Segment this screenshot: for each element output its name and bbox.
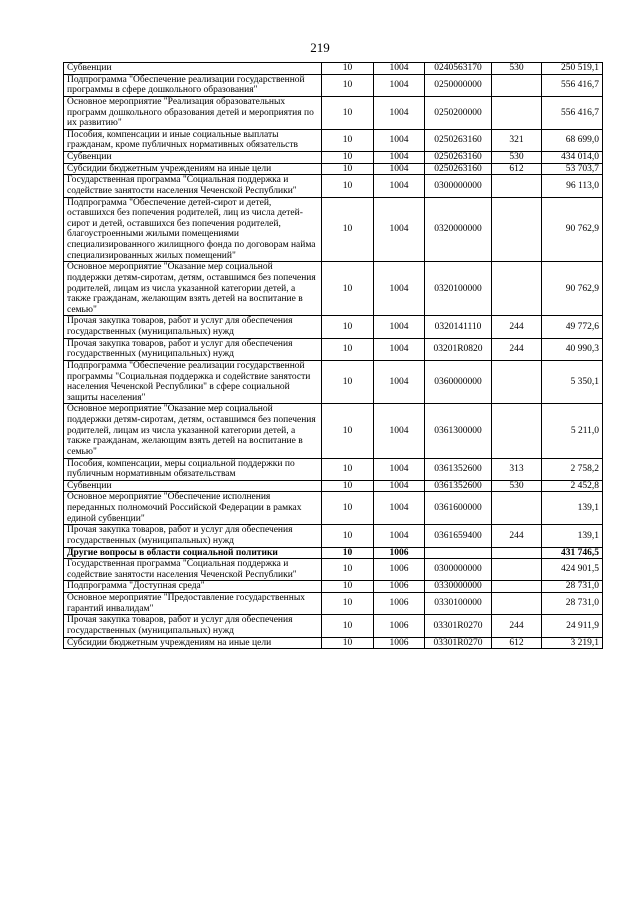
- row-amount-cell: 5 211,0: [542, 404, 603, 458]
- row-section-cell: 1004: [374, 316, 425, 338]
- table-row: [64, 197, 603, 262]
- row-section-cell: 1004: [374, 96, 425, 129]
- row-section-cell: 1004: [374, 63, 425, 75]
- row-section-cell: 1004: [374, 175, 425, 197]
- row-target-article-cell: 0250200000: [425, 96, 492, 129]
- row-amount-cell: 3 219,1: [542, 637, 603, 649]
- row-section-cell: 1006: [374, 637, 425, 649]
- row-target-article-cell: 0330100000: [425, 593, 492, 615]
- row-name-cell: Прочая закупка товаров, работ и услуг для обеспечения государственных (муниципальных) нужд: [64, 615, 322, 637]
- row-section-cell: 1004: [374, 338, 425, 360]
- row-section-cell: 1004: [374, 152, 425, 164]
- row-name-cell: Основное мероприятие "Предоставление государственных гарантий инвалидам": [64, 593, 322, 615]
- row-target-article-cell: 0361600000: [425, 492, 492, 525]
- row-expense-type-cell: [492, 547, 542, 559]
- row-target-article-cell: 0361659400: [425, 525, 492, 547]
- row-name-cell: Субвенции: [64, 480, 322, 492]
- table-row: [64, 163, 603, 175]
- row-expense-type-cell: [492, 175, 542, 197]
- row-expense-type-cell: [492, 262, 542, 316]
- row-amount-cell: 28 731,0: [542, 593, 603, 615]
- row-expense-type-cell: 612: [492, 637, 542, 649]
- table-row: [64, 152, 603, 164]
- row-name-cell: Подпрограмма "Обеспечение реализации государственной программы "Социальная поддержка и содействие занятости населения Чеченской Республики" в сфере социальной защиты населения": [64, 360, 322, 404]
- page-number: 219: [310, 40, 330, 55]
- table-row: [64, 338, 603, 360]
- row-section-cell: 1004: [374, 74, 425, 96]
- row-chapter-cell: 10: [322, 175, 374, 197]
- table-row: [64, 360, 603, 404]
- row-section-cell: 1004: [374, 458, 425, 480]
- row-amount-cell: 40 990,3: [542, 338, 603, 360]
- row-chapter-cell: 10: [322, 480, 374, 492]
- row-expense-type-cell: 244: [492, 338, 542, 360]
- row-chapter-cell: 10: [322, 492, 374, 525]
- table-row: [64, 404, 603, 458]
- row-target-article-cell: 0250263160: [425, 129, 492, 151]
- row-section-cell: 1006: [374, 581, 425, 593]
- row-chapter-cell: 10: [322, 559, 374, 581]
- row-expense-type-cell: [492, 581, 542, 593]
- table-row: [64, 547, 603, 559]
- row-amount-cell: 556 416,7: [542, 74, 603, 96]
- table-row: [64, 316, 603, 338]
- row-expense-type-cell: [492, 404, 542, 458]
- row-name-cell: Субвенции: [64, 152, 322, 164]
- row-amount-cell: 53 703,7: [542, 163, 603, 175]
- row-amount-cell: 68 699,0: [542, 129, 603, 151]
- row-section-cell: 1004: [374, 129, 425, 151]
- row-target-article-cell: 0300000000: [425, 175, 492, 197]
- row-expense-type-cell: [492, 74, 542, 96]
- row-chapter-cell: 10: [322, 338, 374, 360]
- row-name-cell: Основное мероприятие "Реализация образовательных программ дошкольного образования детей и мероприятия по их развитию": [64, 96, 322, 129]
- row-amount-cell: 556 416,7: [542, 96, 603, 129]
- row-name-cell: Субсидии бюджетным учреждениям на иные цели: [64, 163, 322, 175]
- row-target-article-cell: 0320000000: [425, 197, 492, 262]
- row-name-cell: Прочая закупка товаров, работ и услуг для обеспечения государственных (муниципальных) нужд: [64, 316, 322, 338]
- row-name-cell: Подпрограмма "Обеспечение детей-сирот и детей, оставшихся без попечения родителей, лиц из числа детей-сирот и детей, оставшихся без попечения родителей, благоустроенными жилыми помещениями специализированного жилищного фонда по договорам найма специализированных жилых помещений": [64, 197, 322, 262]
- row-name-cell: Субсидии бюджетным учреждениям на иные цели: [64, 637, 322, 649]
- row-target-article-cell: 0361352600: [425, 458, 492, 480]
- table-row: [64, 129, 603, 151]
- row-chapter-cell: 10: [322, 129, 374, 151]
- row-chapter-cell: 10: [322, 262, 374, 316]
- row-chapter-cell: 10: [322, 593, 374, 615]
- row-name-cell: Субвенции: [64, 63, 322, 75]
- row-expense-type-cell: 244: [492, 316, 542, 338]
- row-target-article-cell: 0240563170: [425, 63, 492, 75]
- row-expense-type-cell: 612: [492, 163, 542, 175]
- row-expense-type-cell: [492, 492, 542, 525]
- table-row: [64, 63, 603, 75]
- row-section-cell: 1004: [374, 480, 425, 492]
- row-section-cell: 1004: [374, 262, 425, 316]
- row-name-cell: Государственная программа "Социальная поддержка и содействие занятости населения Чеченской Республики": [64, 559, 322, 581]
- row-expense-type-cell: 530: [492, 480, 542, 492]
- row-expense-type-cell: 244: [492, 525, 542, 547]
- row-target-article-cell: 03301R0270: [425, 615, 492, 637]
- row-name-cell: Прочая закупка товаров, работ и услуг для обеспечения государственных (муниципальных) нужд: [64, 525, 322, 547]
- row-name-cell: Основное мероприятие "Обеспечение исполнения переданных полномочий Российской Федерации в рамках единой субвенции": [64, 492, 322, 525]
- row-target-article-cell: 0361300000: [425, 404, 492, 458]
- row-target-article-cell: 0300000000: [425, 559, 492, 581]
- row-section-cell: 1004: [374, 404, 425, 458]
- row-section-cell: 1006: [374, 547, 425, 559]
- row-chapter-cell: 10: [322, 525, 374, 547]
- row-amount-cell: 139,1: [542, 525, 603, 547]
- table-row: [64, 492, 603, 525]
- row-amount-cell: 431 746,5: [542, 547, 603, 559]
- row-section-cell: 1006: [374, 559, 425, 581]
- row-target-article-cell: 0360000000: [425, 360, 492, 404]
- table-row: [64, 637, 603, 649]
- row-expense-type-cell: [492, 96, 542, 129]
- row-chapter-cell: 10: [322, 163, 374, 175]
- row-chapter-cell: 10: [322, 74, 374, 96]
- row-amount-cell: 28 731,0: [542, 581, 603, 593]
- row-expense-type-cell: [492, 360, 542, 404]
- row-expense-type-cell: [492, 559, 542, 581]
- row-amount-cell: 90 762,9: [542, 197, 603, 262]
- row-amount-cell: 424 901,5: [542, 559, 603, 581]
- row-name-cell: Пособия, компенсации и иные социальные выплаты гражданам, кроме публичных нормативных обязательств: [64, 129, 322, 151]
- row-target-article-cell: 0250263160: [425, 152, 492, 164]
- row-target-article-cell: 0250263160: [425, 163, 492, 175]
- table-row: [64, 615, 603, 637]
- row-amount-cell: 434 014,0: [542, 152, 603, 164]
- row-expense-type-cell: 313: [492, 458, 542, 480]
- row-amount-cell: 2 452,8: [542, 480, 603, 492]
- row-name-cell: Подпрограмма "Обеспечение реализации государственной программы в сфере дошкольного образования": [64, 74, 322, 96]
- table-row: [64, 458, 603, 480]
- row-section-cell: 1004: [374, 525, 425, 547]
- row-section-cell: 1004: [374, 197, 425, 262]
- row-name-cell: Подпрограмма "Доступная среда": [64, 581, 322, 593]
- row-amount-cell: 2 758,2: [542, 458, 603, 480]
- row-expense-type-cell: 244: [492, 615, 542, 637]
- row-name-cell: Основное мероприятие "Оказание мер социальной поддержки детям-сиротам, детям, оставшимся без попечения родителей, лицам из числа указанной категории детей, а также гражданам, желающим взять детей на воспитание в семью": [64, 404, 322, 458]
- row-expense-type-cell: [492, 593, 542, 615]
- row-amount-cell: 49 772,6: [542, 316, 603, 338]
- row-target-article-cell: 0320100000: [425, 262, 492, 316]
- row-chapter-cell: 10: [322, 547, 374, 559]
- table-row: [64, 96, 603, 129]
- row-target-article-cell: 0361352600: [425, 480, 492, 492]
- row-section-cell: 1004: [374, 492, 425, 525]
- row-chapter-cell: 10: [322, 360, 374, 404]
- row-target-article-cell: 0330000000: [425, 581, 492, 593]
- row-expense-type-cell: 530: [492, 63, 542, 75]
- row-chapter-cell: 10: [322, 404, 374, 458]
- table-row: [64, 525, 603, 547]
- table-row: [64, 581, 603, 593]
- row-name-cell: Государственная программа "Социальная поддержка и содействие занятости населения Чеченской Республики": [64, 175, 322, 197]
- row-chapter-cell: 10: [322, 637, 374, 649]
- row-target-article-cell: [425, 547, 492, 559]
- row-amount-cell: 96 113,0: [542, 175, 603, 197]
- row-amount-cell: 139,1: [542, 492, 603, 525]
- row-chapter-cell: 10: [322, 615, 374, 637]
- row-expense-type-cell: 321: [492, 129, 542, 151]
- row-section-cell: 1004: [374, 360, 425, 404]
- row-name-cell: Пособия, компенсации, меры социальной поддержки по публичным нормативным обязательствам: [64, 458, 322, 480]
- row-chapter-cell: 10: [322, 581, 374, 593]
- row-chapter-cell: 10: [322, 63, 374, 75]
- row-target-article-cell: 03301R0270: [425, 637, 492, 649]
- row-amount-cell: 90 762,9: [542, 262, 603, 316]
- row-chapter-cell: 10: [322, 458, 374, 480]
- row-section-cell: 1006: [374, 593, 425, 615]
- row-section-cell: 1006: [374, 615, 425, 637]
- table-row: [64, 74, 603, 96]
- row-amount-cell: 250 519,1: [542, 63, 603, 75]
- row-chapter-cell: 10: [322, 96, 374, 129]
- table-row: [64, 559, 603, 581]
- budget-table: [63, 62, 603, 649]
- row-name-cell: Прочая закупка товаров, работ и услуг для обеспечения государственных (муниципальных) нужд: [64, 338, 322, 360]
- row-section-cell: 1004: [374, 163, 425, 175]
- row-amount-cell: 5 350,1: [542, 360, 603, 404]
- row-expense-type-cell: [492, 197, 542, 262]
- row-target-article-cell: 0320141110: [425, 316, 492, 338]
- row-chapter-cell: 10: [322, 197, 374, 262]
- budget-table-body: [64, 63, 603, 649]
- row-target-article-cell: 0250000000: [425, 74, 492, 96]
- row-name-cell: Основное мероприятие "Оказание мер социальной поддержки детям-сиротам, детям, оставшимся без попечения родителей, лицам из числа указанной категории детей, а также гражданам, желающим взять детей на воспитание в семью": [64, 262, 322, 316]
- row-name-cell: Другие вопросы в области социальной политики: [64, 547, 322, 559]
- table-row: [64, 175, 603, 197]
- row-expense-type-cell: 530: [492, 152, 542, 164]
- row-chapter-cell: 10: [322, 152, 374, 164]
- row-amount-cell: 24 911,9: [542, 615, 603, 637]
- table-row: [64, 593, 603, 615]
- row-chapter-cell: 10: [322, 316, 374, 338]
- table-row: [64, 262, 603, 316]
- table-row: [64, 480, 603, 492]
- row-target-article-cell: 03201R0820: [425, 338, 492, 360]
